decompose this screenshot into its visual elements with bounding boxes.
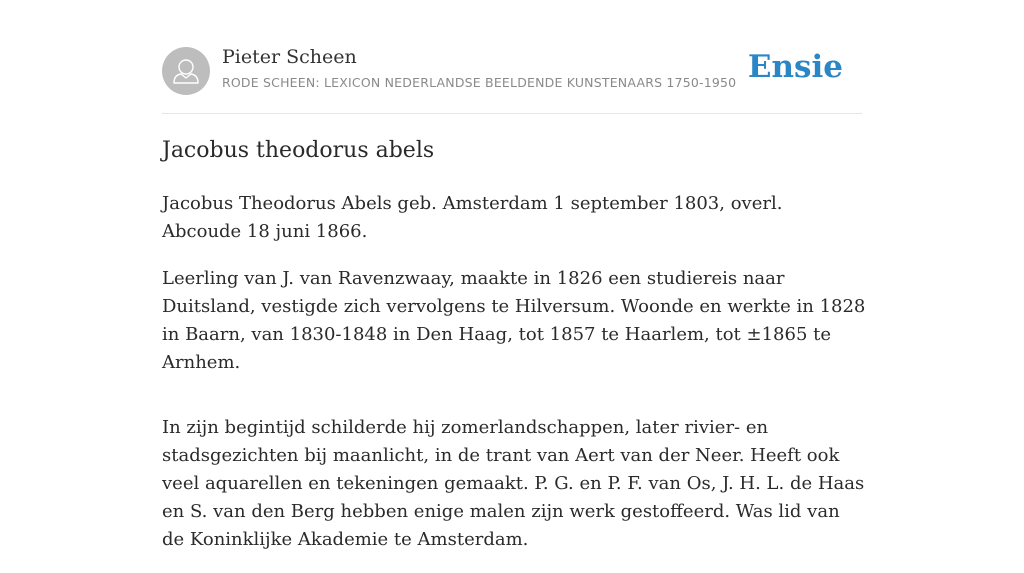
source-title[interactable]: RODE SCHEEN: LEXICON NEDERLANDSE BEELDENDE KUNSTENAARS 1750-1950 [222, 75, 737, 90]
paragraph-birth-death: Jacobus Theodorus Abels geb. Amsterdam 1 september 1803, overl. Abcoude 18 juni 1866. [162, 193, 783, 242]
author-avatar[interactable] [162, 47, 210, 95]
article-header [162, 46, 862, 96]
user-icon [162, 47, 210, 95]
brand-logo[interactable]: Ensie [747, 49, 843, 85]
paragraph-work: In zijn begintijd schilderde hij zomerlandschappen, later rivier- en stadsgezichten bij maanlicht, in de trant van Aert van der Neer. Heeft ook veel aquarellen en tekeningen gemaakt. P. G. en P. F. van Os, J. H. L. de Haas en S. van den Berg hebben enige malen zijn werk gestoffeerd. Was lid van de Koninklijke Akademie te Amsterdam. [162, 417, 865, 550]
header-divider [162, 113, 862, 114]
paragraph-biography: Leerling van J. van Ravenzwaay, maakte in 1826 een studiereis naar Duitsland, vestigde zich vervolgens te Hilversum. Woonde en werkte in 1828 in Baarn, van 1830-1848 in Den Haag, tot 1857 te Haarlem, tot ±1865 te Arnhem. [162, 268, 866, 373]
page-title: Jacobus theodorus abels [162, 138, 435, 163]
article-body [162, 190, 867, 573]
author-name[interactable]: Pieter Scheen [222, 46, 357, 68]
